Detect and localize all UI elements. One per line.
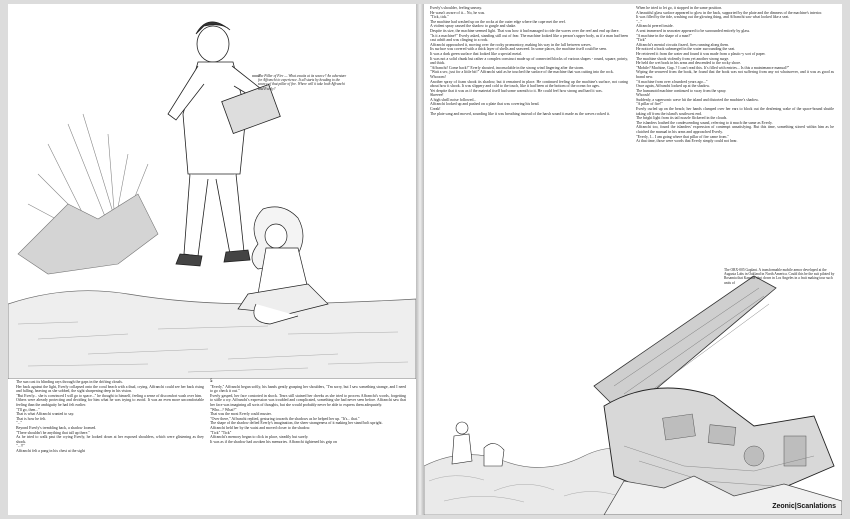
paragraph: Its surface was covered with a thick layer of shells and seaweed. In some places, the machine itself could be seen.: [430, 47, 608, 52]
paragraph: Everly gasped, her face contorted in shock. Tears still stained her cheeks as she tried to process Affranchi's words, forgetting to stifle a cry. Affranchi's expression was troubled and complicated, something she had never seen before. Affranchi saw that her face was imagining all sorts of thoughts, but she would probably never be able to express them adequately.: [210, 393, 406, 407]
paragraph: "Everly," Affranchi began softly, his hands gently grasping her shoulders, "I'm sorry, but I saw something strange, and I need to go check it out.": [210, 384, 406, 394]
text-column-left-1: [16, 380, 204, 454]
paragraph: Affranchi looked up and pushed on a plate that was covering his head.: [430, 102, 540, 107]
paragraph: "...": [636, 19, 643, 24]
paragraph: It was filled by the tide, washing out the glowing thing, and Affranchi saw what looked like a seat.: [636, 15, 790, 20]
paragraph: Suddenly, a supersonic wave hit the island and distorted the machine's shadow.: [636, 97, 759, 102]
right-page: [424, 4, 842, 515]
text-column-right-2: [636, 6, 834, 144]
paragraph: It was as if the shadow had awoken his memories. Affranchi tightened his grip on: [210, 439, 337, 444]
paragraph: "...!!": [16, 444, 25, 449]
scanlator-watermark: Zeonic|Scanlations: [772, 503, 836, 510]
paragraph: "Tick" "Tick": [210, 430, 232, 435]
paragraph: That is how he felt.: [16, 416, 47, 421]
paragraph: Affranchi too, found the islanders' expression of contempt unsatisfying. But this time, something stirred within him as he clutched the manual in his arms and approached Everly.: [636, 125, 834, 135]
paragraph: Once again, Affranchi looked up at the shadow.: [636, 84, 710, 89]
paragraph: The machine shook violently from yet another strong surge.: [636, 56, 730, 61]
paragraph: It was a dark green surface that looked like a special metal.: [430, 51, 523, 56]
paragraph: That is what Affranchi wanted to say.: [16, 412, 75, 417]
paragraph: The sun cast its blinding rays through the gaps in the drifting clouds.: [16, 380, 123, 384]
paragraph: The islanders loathed the condescending sound, referring to it much the same as Everly.: [636, 120, 773, 125]
paragraph: Beyond Everly's trembling back, a shadow loomed.: [16, 425, 97, 430]
paragraph: "I'll go, then...": [16, 407, 40, 412]
paragraph: "Everly, I... I am going where that pillar of fire came from.": [636, 134, 730, 139]
paragraph: Whoosh!: [636, 93, 651, 98]
paragraph: "Tick, tick.": [430, 15, 449, 20]
paragraph: Everly curled up on the beach; her hands clamped over her ears to block out the deafening wake of the space-bound shuttle taking off from the island's southwest end.: [636, 107, 834, 116]
paragraph: Everly's shoulder, feeling uneasy.: [430, 6, 483, 10]
left-page: [8, 4, 416, 515]
paragraph: The plate sang and moved, sounding like it was breathing instead of the harsh sound it made as the waves rocked it.: [430, 111, 611, 116]
paragraph: The machine had washed up on the rocks at the outer edge where the cape met the reef.: [430, 19, 566, 24]
paragraph: Affranchi felt a pang in his chest at the sight: [16, 448, 85, 453]
paragraph: The bright light from its tail nozzle flickered in the clouds.: [636, 116, 728, 121]
paragraph: A high shrill noise followed...: [430, 97, 477, 102]
paragraph: A violent spray caused the shadow to gurgle and shake.: [430, 24, 517, 29]
paragraph: Despite its size, the machine seemed light. That was how it had managed to ride the waves over the reef and end up there.: [430, 28, 620, 33]
text-column-right-1: [430, 6, 628, 116]
paragraph: As he tried to walk past the crying Everly, he looked down at her exposed shoulders, which were glistening as they shook.: [16, 435, 204, 444]
paragraph: "Is it a machine?" Everly asked, standing still out of fear. The machine looked like a person's upper body, as if a man had been cast adrift and was clinging to a rock.: [430, 33, 628, 43]
paragraph: He wasn't aware of it... No, he was.: [430, 10, 486, 15]
paragraph: "There shouldn't be anything that tall up there.": [16, 430, 90, 435]
paragraph: "But Everly... she is convinced I will go to space..." he thought to himself, feeling a sense of discomfort wash over him.: [16, 393, 203, 398]
paragraph: A seat immersed in seawater appeared to be surrounded entirely by glass.: [636, 28, 751, 33]
paragraph: The shape of the shadow defied Everly's imagination, the sheer strangeness of it making her stand bolt upright.: [210, 421, 383, 426]
paragraph: "...": [16, 421, 23, 426]
paragraph: He noticed a book submerged in the water surrounding the seat.: [636, 47, 736, 52]
book-gutter: [416, 4, 424, 515]
paragraph: Yet despite that it was as if the material itself had some warmth to it. He could feel how strong and hard it was.: [430, 88, 603, 93]
paragraph: A beautiful glass surface appeared to glow in the back, supported by the plate and the dimness of the machine's interior.: [636, 10, 823, 15]
paragraph: "A pillar of fire!": [636, 102, 663, 107]
text-column-left-2: [210, 380, 406, 444]
paragraph: Whooom!: [430, 74, 446, 79]
paragraph: Affranchi's memory began to click in place, steadily but surely.: [210, 435, 309, 440]
paragraph: "Tick": [636, 38, 647, 43]
paragraph: Affranchi approached it, moving over the rocky promontory, making his way in the lull between waves.: [430, 42, 592, 47]
paragraph: "A machine in the shape of a man?": [636, 33, 692, 38]
illustration-caption: The Pillar of Fire — What awaits at its source? An adventure for Affranchi to experience. It all starts by heading to the source of that pillar of fire. Where will it take both Affranchi and Everly?: [258, 74, 347, 91]
paragraph: The humanoid machine continued to sway from the spray.: [636, 88, 727, 93]
paragraph: At that time, those were words that Everly simply could not hear.: [636, 139, 738, 144]
paragraph: "Who...? What?": [210, 407, 237, 412]
illustration-wrecked-mobile-armor: [424, 266, 842, 515]
paragraph: "Wait a sec, just for a little bit!" Affranchi said as he touched the surface of the machine that was cutting into the rock.: [430, 70, 614, 75]
paragraph: "A machine from over a hundred years ago...": [636, 79, 708, 84]
paragraph: He held the wet book in his arms and descended to the rocky shore.: [636, 61, 742, 66]
paragraph: Another spray of foam shook its shadow, but it remained in place. He continued feeling up the machine's surface, not caring about how it shook. It was slippery and cold to the touch, like it had been at the bottom of the ocean for ages.: [430, 79, 628, 89]
paragraph: "Affranchi! Come back!" Everly shouted, inconsolable in the strong wind lingering after the storm.: [430, 65, 585, 70]
paragraph: It was not a solid chunk but rather a complex construct made up of connected blocks of various shapes - round, square, pointy, and thick.: [430, 56, 628, 66]
paragraph: "Mobile? Machine, Gap..? I can't read this. It's filled with entries... Is this a maintenance manual?": [636, 65, 790, 70]
paragraph: When he tried to let go, it stopped in the same position.: [636, 6, 723, 10]
illustration-affranchi-everly: [8, 4, 416, 379]
paragraph: Wiping the seaweed from the book, he found that the book was not suffering from any rot whatsoever, and it was as good as brand new.: [636, 70, 834, 79]
paragraph: Skreeee!: [430, 93, 444, 98]
paragraph: Affranchi's mental circuits fizzed, fires running along them.: [636, 42, 730, 47]
paragraph: That was the most Everly could muster.: [210, 412, 272, 417]
paragraph: Creak!: [430, 107, 441, 112]
paragraph: Affranchi peered inside.: [636, 24, 674, 29]
paragraph: He retrieved it from the water and found it was made from a plastic-y sort of paper.: [636, 51, 766, 56]
paragraph: Her back against the light, Everly collapsed onto the coral beach with a thud, crying. Affranchi could see her back rising and falling, heaving as she sobbed, the sight sharpening deep in his vision.: [16, 384, 204, 394]
paragraph: Others were already protecting and deciding for him what he was trying to avoid. It was an even more uncomfortable feeling than the ambiguity he had felt earlier.: [16, 398, 204, 407]
paragraph: "Over there," Affranchi replied, gesturing towards the shadows as he helped her up. "It's... that.": [210, 416, 360, 421]
section-number: 5: [210, 379, 213, 384]
paragraph: Affranchi held her by the waist and moved closer to the shadow.: [210, 425, 311, 430]
illustration-caption: The ORX-005 Gaplant. A transformable mobile armor developed at the Augusta Labs in Oakland in North America. Could this be the suit piloted by Rosamia that Kamille shot down in Los Angeles in a fruit making tour such units of: [724, 268, 835, 285]
